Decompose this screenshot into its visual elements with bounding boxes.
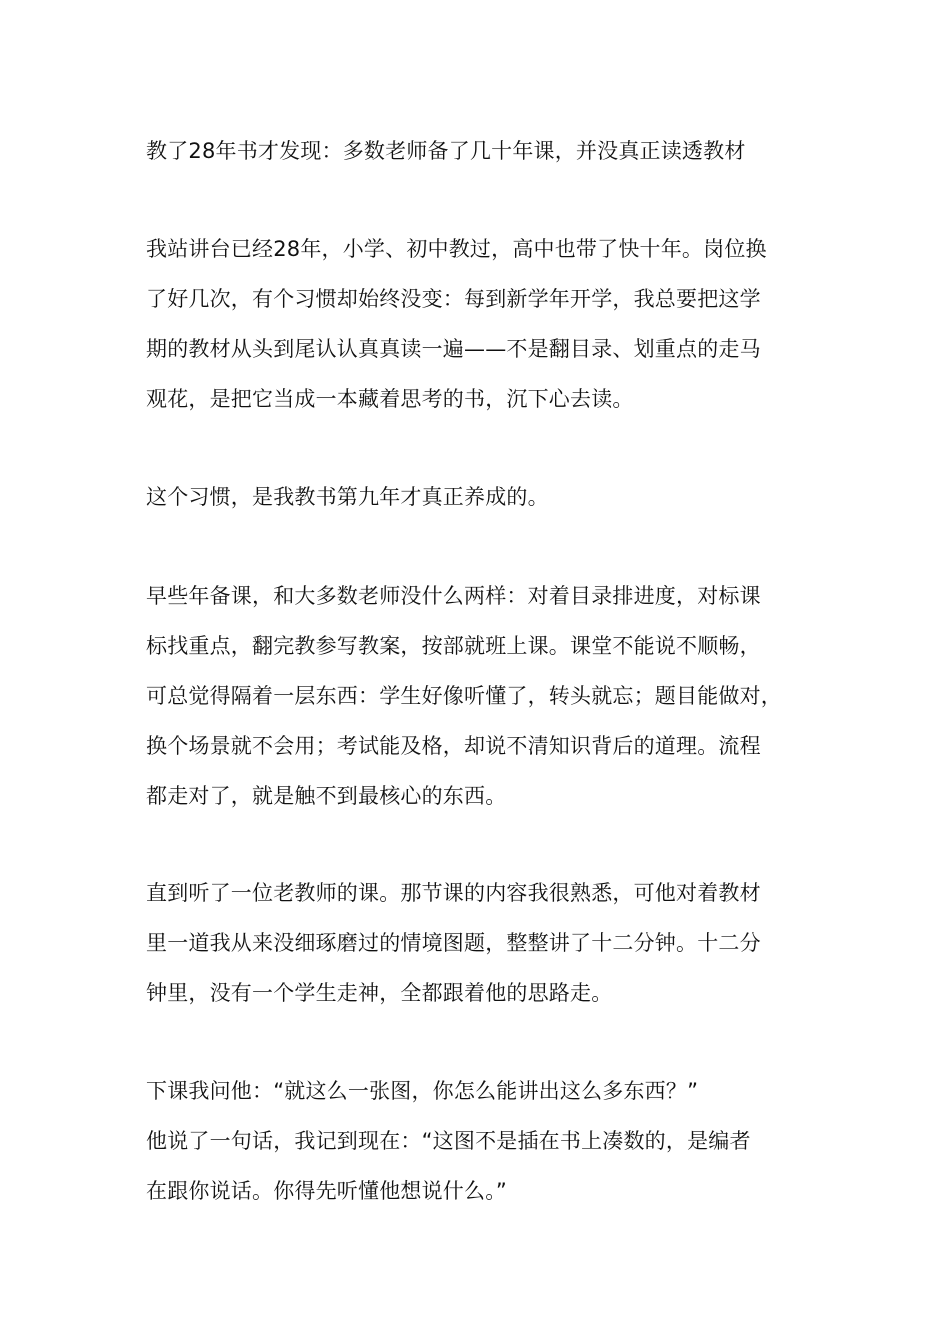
paragraph-line: 期的教材从头到尾认认真真读一遍——不是翻目录、划重点的走马	[146, 337, 761, 361]
paragraph-line: 里一道我从来没细琢磨过的情境图题，整整讲了十二分钟。十二分	[146, 931, 761, 955]
paragraph-line: 早些年备课，和大多数老师没什么两样：对着目录排进度，对标课	[146, 584, 761, 608]
paragraph-line: 他说了一句话，我记到现在：“这图不是插在书上凑数的，是编者	[146, 1129, 751, 1153]
paragraph-line: 可总觉得隔着一层东西：学生好像听懂了，转头就忘；题目能做对，	[146, 684, 782, 708]
paragraph-line: 钟里，没有一个学生走神，全都跟着他的思路走。	[146, 981, 613, 1005]
paragraph-line: 在跟你说话。你得先听懂他想说什么。”	[146, 1179, 507, 1203]
paragraph-line: 标找重点，翻完教参写教案，按部就班上课。课堂不能说不顺畅，	[146, 634, 761, 658]
paragraph-line: 了好几次，有个习惯却始终没变：每到新学年开学，我总要把这学	[146, 287, 761, 311]
paragraph-line: 下课我问他：“就这么一张图，你怎么能讲出这么多东西？”	[146, 1079, 699, 1103]
paragraph-line: 观花，是把它当成一本藏着思考的书，沉下心去读。	[146, 387, 634, 411]
paragraph-line: 换个场景就不会用；考试能及格，却说不清知识背后的道理。流程	[146, 734, 761, 758]
article-title: 教了28年书才发现：多数老师备了几十年课，并没真正读透教材	[146, 139, 746, 163]
paragraph-line: 这个习惯，是我教书第九年才真正养成的。	[146, 485, 549, 509]
paragraph-line: 我站讲台已经28年，小学、初中教过，高中也带了快十年。岗位换	[146, 237, 767, 261]
paragraph-line: 都走对了，就是触不到最核心的东西。	[146, 784, 507, 808]
paragraph-line: 直到听了一位老教师的课。那节课的内容我很熟悉，可他对着教材	[146, 881, 761, 905]
